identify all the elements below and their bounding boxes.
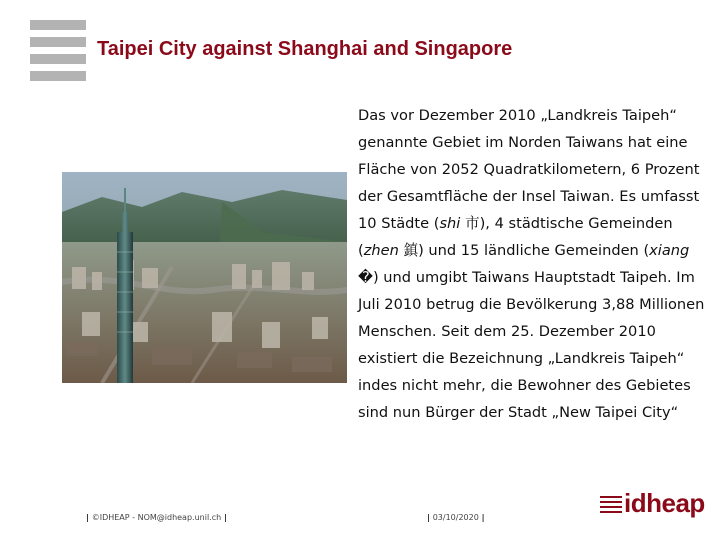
- slide-title: Taipei City against Shanghai and Singapore: [97, 38, 513, 60]
- char-zhen: 鎮: [398, 242, 419, 259]
- footer-date: | 03/10/2020 |: [427, 513, 485, 522]
- slide-logo-bars: [30, 20, 86, 88]
- idheap-logo: [600, 488, 705, 522]
- logo-lines-icon: [600, 496, 622, 516]
- footer-email[interactable]: ©IDHEAP - NOM@idheap.unil.ch: [91, 513, 222, 522]
- char-xiang: �: [358, 269, 373, 286]
- footer-credit: | ©IDHEAP - NOM@idheap.unil.ch |: [86, 513, 227, 522]
- term-shi: shi: [439, 215, 461, 232]
- char-shi: 市: [460, 215, 480, 232]
- logo-wordmark: idheap: [624, 488, 705, 518]
- body-paragraph: Das vor Dezember 2010 „Landkreis Taipeh“ genannte Gebiet im Norden Taiwans hat eine Fläche von 2052 Quadratkilometern, 6 Prozent der Gesamtfläche der Insel Taiwan. Es umfasst 10 Städte (shi 市), 4 städtische Gemeinden (zhen 鎮) und 15 ländliche Gemeinden (xiang �) und umgibt Taiwans Hauptstadt Taipeh. Im Juli 2010 betrug die Bevölkerung 3,88 Millionen Menschen. Seit dem 25. Dezember 2010 existiert die Bezeichnung „Landkreis Taipeh“ indes nicht mehr, die Bewohner des Gebietes sind nun Bürger der Stadt „New Taipei City“: [358, 107, 705, 421]
- taipei-city-photo: [62, 172, 347, 383]
- term-zhen: zhen: [363, 242, 399, 259]
- term-xiang: xiang: [649, 242, 690, 259]
